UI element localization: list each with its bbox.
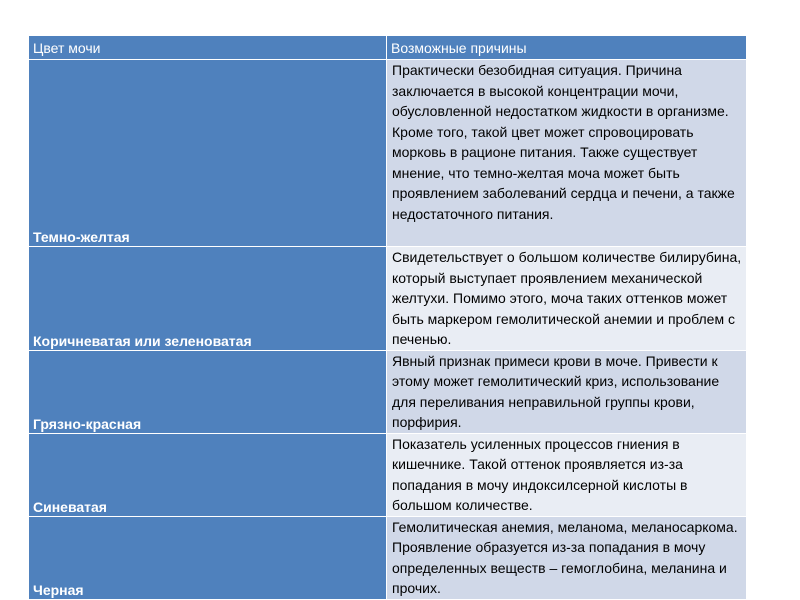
row-causes-dirty-red: Явный признак примеси крови в моче. Привести к этому может гемолитический криз, использование для переливания неправильной группы крови, порфирия. [387,350,747,433]
row-color-dirty-red: Грязно-красная [29,350,387,433]
row-causes-dark-yellow: Практически безобидная ситуация. Причина заключается в высокой концентрации мочи, обусловленной недостатком жидкости в организме. Кроме того, такой цвет может спровоцировать морковь в рационе питания. Также существует мнение, что темно-желтая моча может быть проявлением заболеваний сердца и печени, а также недостаточного питания. [387,60,747,247]
table-header-row [29,36,747,60]
row-causes-bluish: Показатель усиленных процессов гниения в кишечнике. Такой оттенок проявляется из-за попадания в мочу индоксилсерной кислоты в большом количестве. [387,433,747,516]
row-color-bluish: Синеватая [29,433,387,516]
row-color-black: Черная [29,516,387,599]
row-color-brownish: Коричневатая или зеленоватая [29,247,387,351]
table-row [29,433,747,516]
header-causes: Возможные причины [387,36,747,60]
urine-color-table [28,35,747,600]
table-row [29,247,747,351]
table-row [29,516,747,599]
row-color-dark-yellow: Темно-желтая [29,60,387,247]
header-color: Цвет мочи [29,36,387,60]
row-causes-brownish: Свидетельствует о большом количестве билирубина, который выступает проявлением механической желтухи. Помимо этого, моча таких оттенков может быть маркером гемолитической анемии и проблем с печенью. [387,247,747,351]
table-row [29,60,747,247]
row-causes-black: Гемолитическая анемия, меланома, меланосаркома. Проявление образуется из-за попадания в мочу определенных веществ – гемоглобина, меланина и прочих. [387,516,747,599]
table-row [29,350,747,433]
